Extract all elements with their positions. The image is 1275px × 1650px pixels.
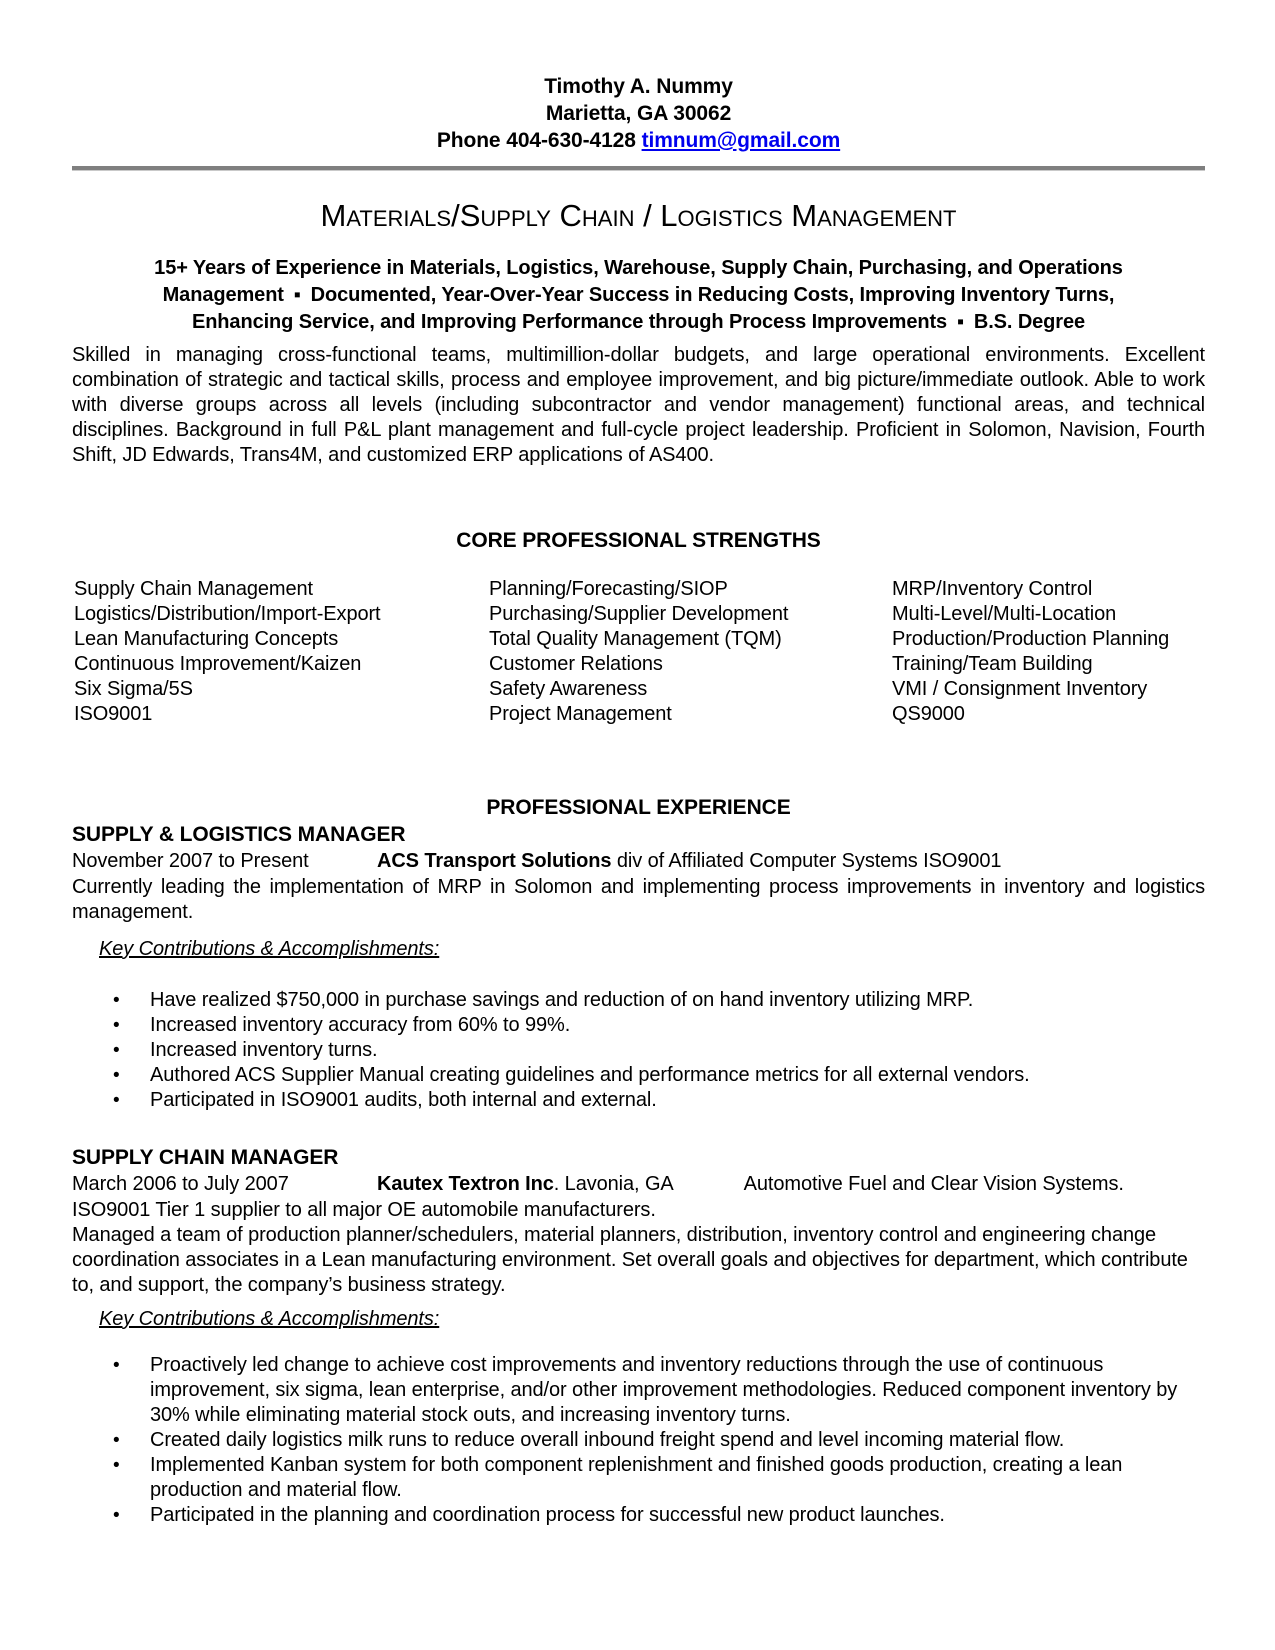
list-item <box>72 1013 1205 1038</box>
job-entry <box>72 1146 1205 1528</box>
summary-headline-line: 15+ Years of Experience in Materials, Logistics, Warehouse, Supply Chain, Purchasing, and Operations <box>154 257 1123 279</box>
phone-number: Phone 404-630-4128 <box>436 129 636 152</box>
accomplishment-text: Increased inventory turns. <box>150 1039 378 1061</box>
job-title: SUPPLY CHAIN MANAGER <box>72 1146 339 1169</box>
company-name: Kautex Textron Inc <box>377 1173 554 1195</box>
accomplishment-text: Created daily logistics milk runs to reduce overall inbound freight spend and level incoming material flow. <box>150 1429 1065 1451</box>
accomplishment-list <box>72 988 1205 1113</box>
strengths-grid <box>72 577 1205 727</box>
job-title: SUPPLY & LOGISTICS MANAGER <box>72 823 406 846</box>
accomplishment-text: Increased inventory accuracy from 60% to 99%. <box>150 1014 571 1036</box>
strength-item: Six Sigma/5S <box>74 678 193 700</box>
job-summary <box>72 1198 1205 1298</box>
bullet-icon: • <box>113 1040 120 1061</box>
contact-line <box>72 127 1205 154</box>
summary-headline <box>72 255 1205 336</box>
bullet-icon: • <box>113 1355 120 1376</box>
strength-item: Safety Awareness <box>489 678 648 700</box>
company-detail: . Lavonia, GA <box>553 1173 674 1195</box>
list-item <box>72 1353 1205 1428</box>
bullet-icon: • <box>113 1430 120 1451</box>
job-dates: November 2007 to Present <box>72 850 309 872</box>
strength-item: Purchasing/Supplier Development <box>489 603 789 625</box>
accomplishment-text: Have realized $750,000 in purchase savings and reduction of on hand inventory utilizing MRP. <box>150 989 974 1011</box>
job-summary: Currently leading the implementation of MRP in Solomon and implementing process improvements in inventory and logistics management. <box>72 876 1205 923</box>
company-tagline: Automotive Fuel and Clear Vision Systems. <box>743 1173 1124 1195</box>
strength-item: VMI / Consignment Inventory <box>892 678 1148 700</box>
bullet-icon: • <box>113 1455 120 1476</box>
email-link[interactable]: timnum@gmail.com <box>641 129 841 152</box>
bullet-icon: • <box>113 1015 120 1036</box>
accomplishment-text: Participated in the planning and coordination process for successful new product launches. <box>150 1504 945 1526</box>
bullet-icon: • <box>113 1505 120 1526</box>
job-entry <box>72 823 1205 1113</box>
person-location: Marietta, GA 30062 <box>545 102 732 125</box>
list-item <box>72 1428 1205 1453</box>
list-item <box>72 1453 1205 1503</box>
strength-item: Multi-Level/Multi-Location <box>892 603 1117 625</box>
strength-item: Project Management <box>489 703 672 725</box>
job-meta-line <box>72 1172 1205 1196</box>
key-contributions-label: Key Contributions & Accomplishments: <box>99 1308 440 1330</box>
strength-item: Logistics/Distribution/Import-Export <box>74 603 381 625</box>
job-dates: March 2006 to July 2007 <box>72 1173 289 1195</box>
strength-item: Production/Production Planning <box>892 628 1170 650</box>
strength-item: Planning/Forecasting/SIOP <box>489 578 728 600</box>
bullet-icon: • <box>113 990 120 1011</box>
strengths-section-heading: CORE PROFESSIONAL STRENGTHS <box>456 529 821 552</box>
accomplishment-list <box>72 1353 1205 1528</box>
list-item <box>72 1088 1205 1113</box>
job-summary-line: ISO9001 Tier 1 supplier to all major OE automobile manufacturers. <box>72 1199 656 1221</box>
job-meta-line <box>72 849 1205 873</box>
bullet-icon: • <box>113 1065 120 1086</box>
key-contributions-label: Key Contributions & Accomplishments: <box>99 938 440 960</box>
list-item <box>72 1063 1205 1088</box>
strength-item: Supply Chain Management <box>74 578 313 600</box>
bullet-icon: • <box>113 1090 120 1111</box>
strength-item: Total Quality Management (TQM) <box>489 628 782 650</box>
strength-item: Training/Team Building <box>892 653 1093 675</box>
profile-paragraph: Skilled in managing cross-functional teams, multimillion-dollar budgets, and large operational environments. Excellent combination of strategic and tactical skills, process and employee improvement, and big picture/immediate outlook. Able to work with diverse groups across all levels (including subcontractor and vendor management) functional areas, and technical disciplines. Background in full P&L plant management and full-cycle project leadership. Proficient in Solomon, Navision, Fourth Shift, JD Edwards, Trans4M, and customized ERP applications of AS400. <box>72 344 1205 466</box>
accomplishment-text: Participated in ISO9001 audits, both internal and external. <box>150 1089 657 1111</box>
list-item <box>72 1038 1205 1063</box>
resume-header <box>72 0 1205 154</box>
page-title: Materials/Supply Chain / Logistics Management <box>320 198 957 233</box>
person-name: Timothy A. Nummy <box>544 75 733 98</box>
summary-headline-line: Enhancing Service, and Improving Performance through Process Improvements ▪ B.S. Degree <box>191 311 1086 333</box>
strength-item: ISO9001 <box>74 703 153 725</box>
accomplishment-text: Proactively led change to achieve cost improvements and inventory reductions through the use of continuous improvement, six sigma, lean enterprise, and/or other improvement methodologies. Reduced component inventory by 30% while eliminating material stock outs, and increasing inventory turns. <box>150 1354 1178 1426</box>
company-detail: div of Affiliated Computer Systems ISO9001 <box>611 850 1002 872</box>
job-summary-text: Managed a team of production planner/schedulers, material planners, distribution, inventory control and engineering change coordination associates in a Lean manufacturing environment. Set overall goals and objectives for department, which contribute to, and support, the company’s business strategy. <box>72 1224 1188 1296</box>
summary-headline-line: Management ▪ Documented, Year-Over-Year Success in Reducing Costs, Improving Inventory Turns, <box>162 284 1115 306</box>
strength-item: MRP/Inventory Control <box>892 578 1093 600</box>
strength-item: QS9000 <box>892 703 965 725</box>
strength-item: Customer Relations <box>489 653 663 675</box>
header-divider <box>72 166 1205 170</box>
strength-item: Continuous Improvement/Kaizen <box>74 653 362 675</box>
accomplishment-text: Authored ACS Supplier Manual creating guidelines and performance metrics for all external vendors. <box>150 1064 1030 1086</box>
experience-section-heading: PROFESSIONAL EXPERIENCE <box>486 796 791 819</box>
list-item <box>72 1503 1205 1528</box>
accomplishment-text: Implemented Kanban system for both component replenishment and finished goods production, creating a lean production and material flow. <box>150 1454 1123 1501</box>
list-item <box>72 988 1205 1013</box>
strength-item: Lean Manufacturing Concepts <box>74 628 339 650</box>
company-name: ACS Transport Solutions <box>377 850 612 872</box>
